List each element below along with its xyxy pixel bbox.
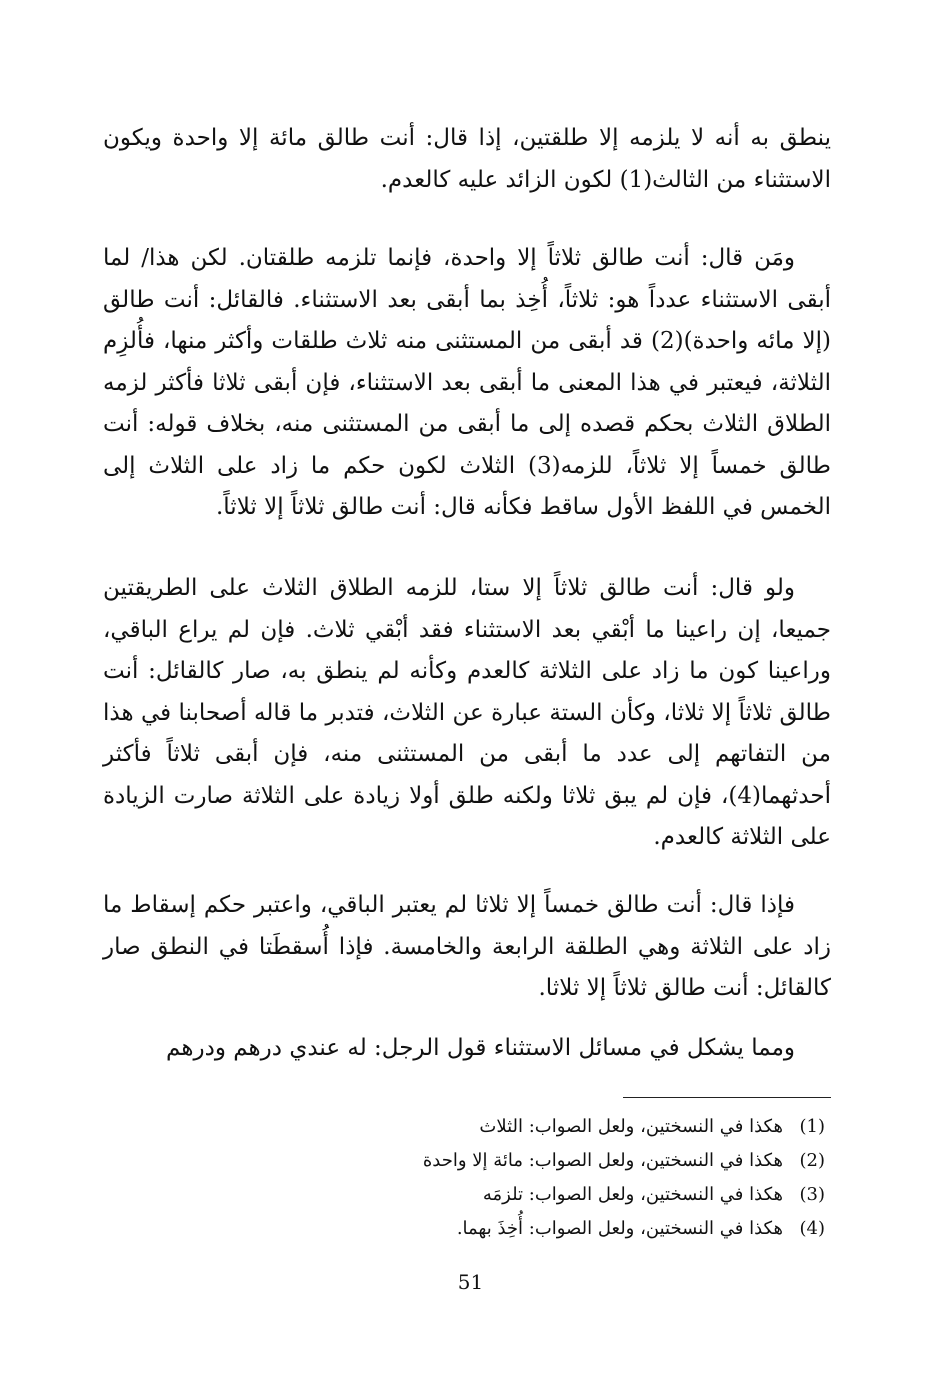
footnote-1 (305, 1110, 825, 1144)
footnote-divider (623, 1097, 831, 1098)
footnote-3-number: (3) (799, 1184, 825, 1205)
paragraph-1: ينطق به أنه لا يلزمه إلا طلقتين، إذا قال: أنت طالق مائة إلا واحدة ويكون الاستثناء من الثالث(1) لكون الزائد عليه كالعدم. (103, 125, 831, 193)
footnote-3 (305, 1178, 825, 1212)
footnote-4-text: هكذا في النسختين، ولعل الصواب: أُخِذَ بهما. (456, 1218, 783, 1239)
paragraph-3: ولو قال: أنت طالق ثلاثاً إلا ستا، للزمه الطلاق الثلاث على الطريقتين جميعا، إن راعينا ما أبْقي بعد الاستثناء فقد أبْقي ثلاث. فإن لم يراع الباقي، وراعينا كون ما زاد على الثلاثة كالعدم وكأنه لم ينطق به، صار كالقائل: أنت طالق ثلاثاً إلا ثلاثا، وكأن الستة عبارة عن الثلاث، فتدبر ما قاله أصحابنا في هذا من التفاتهم إلى عدد ما أبقى من المستثنى منه، فإن أبقى ثلاثاً فأكثر أحدثهما(4)، فإن لم يبق ثلاثا ولكنه طلق أولا زيادة على الثلاثة صارت الزيادة على الثلاثة كالعدم. (103, 575, 831, 850)
page-number: 51 (457, 1270, 484, 1294)
footnote-2-number: (2) (799, 1150, 825, 1171)
footnote-1-number: (1) (799, 1116, 825, 1137)
footnote-1-text: هكذا في النسختين، ولعل الصواب: الثلاث (479, 1116, 783, 1137)
paragraph-5-block (103, 1028, 831, 1070)
footnotes (305, 1110, 825, 1246)
footnote-4 (305, 1212, 825, 1246)
footnote-2 (305, 1144, 825, 1178)
paragraph-4: فإذا قال: أنت طالق خمساً إلا ثلاثا لم يعتبر الباقي، واعتبر حكم إسقاط ما زاد على الثلاثة وهي الطلقة الرابعة والخامسة. فإذا أُسقطَتا في النطق صار كالقائل: أنت طالق ثلاثاً إلا ثلاثا. (103, 892, 831, 1001)
paragraph-4-block (103, 885, 831, 1010)
footnote-4-number: (4) (799, 1218, 825, 1239)
paragraph-1-block (103, 118, 831, 201)
paragraph-5: ومما يشكل في مسائل الاستثناء قول الرجل: له عندي درهم ودرهم (166, 1035, 795, 1061)
paragraph-3-block (103, 568, 831, 859)
paragraph-2-block (103, 238, 831, 529)
footnote-2-text: هكذا في النسختين، ولعل الصواب: مائة إلا واحدة (422, 1150, 783, 1171)
paragraph-2: ومَن قال: أنت طالق ثلاثاً إلا واحدة، فإنما تلزمه طلقتان. لكن هذا/ لما أبقى الاستثناء عدداً هو: ثلاثاً، أُخِذ بما أبقى بعد الاستثناء. فالقائل: أنت طالق (إلا مائه واحدة)(2) قد أبقى من المستثنى منه ثلاث طلقات وأكثر منها، فأُلزِم الثلاثة، فيعتبر في هذا المعنى ما أبقى بعد الاستثناء، فإن أبقى ثلاثا فأكثر لزمه الطلاق الثلاث بحكم قصده إلى ما أبقى من المستثنى منه، بخلاف قوله: أنت طالق خمساً إلا ثلاثاً، للزمه(3) الثلاث لكون حكم ما زاد على الثلاث إلى الخمس في اللفظ الأول ساقط فكأنه قال: أنت طالق ثلاثاً إلا ثلاثاً. (103, 245, 831, 520)
footnote-3-text: هكذا في النسختين، ولعل الصواب: تلزمَه (482, 1184, 783, 1205)
